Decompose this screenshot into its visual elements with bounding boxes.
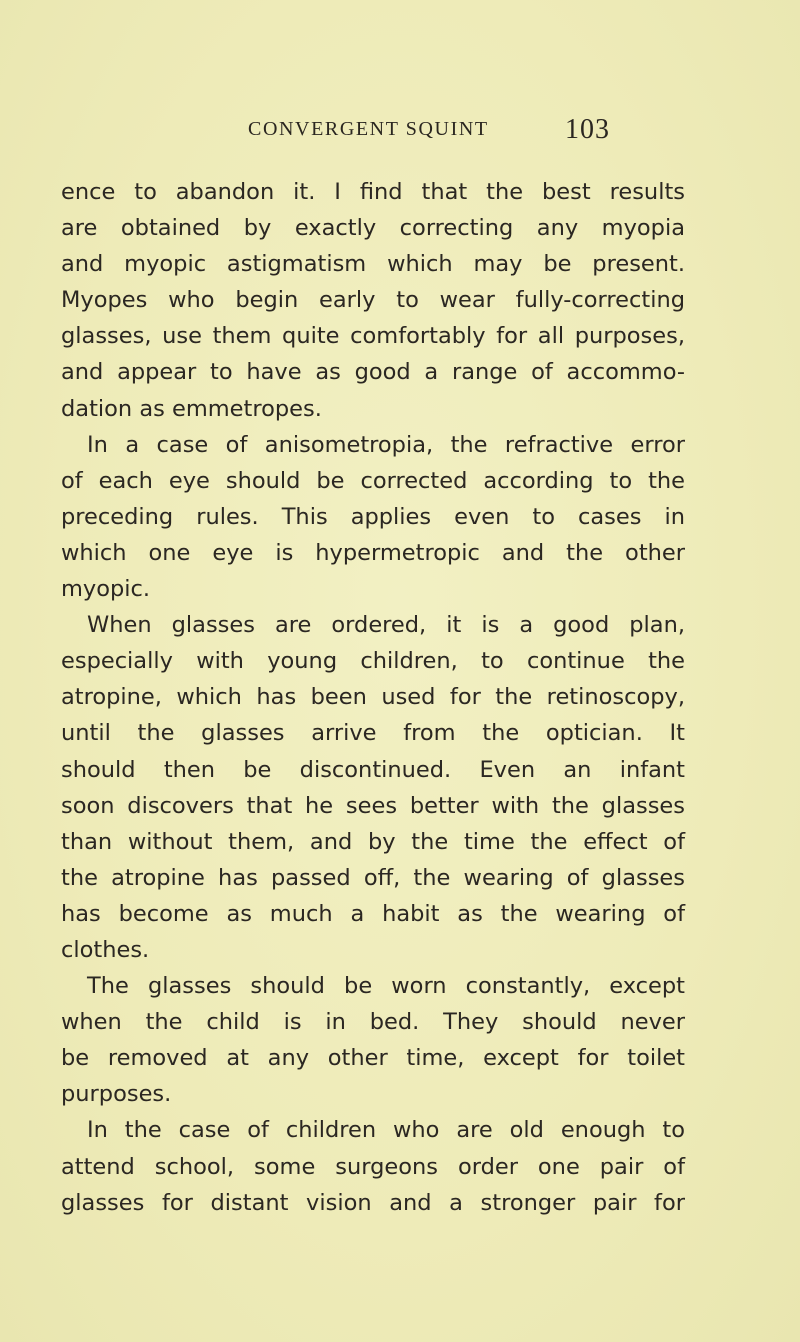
text-line: purposes.	[61, 1081, 172, 1108]
text-line: when the child is in bed. They should never	[61, 1009, 685, 1036]
text-line: glasses for distant vision and a stronger pair for	[61, 1189, 685, 1216]
text-line: glasses, use them quite comfortably for all purposes,	[61, 323, 685, 350]
text-line: In a case of anisometropia, the refractive error	[87, 431, 685, 458]
text-line: dation as emmetropes.	[61, 395, 322, 422]
text-line: are obtained by exactly correcting any myopia	[61, 215, 685, 242]
text-line: be removed at any other time, except for toilet	[61, 1045, 685, 1072]
text-line: attend school, some surgeons order one pair of	[61, 1153, 685, 1180]
text-line: ence to abandon it. I find that the best results	[61, 179, 685, 205]
text-line: preceding rules. This applies even to cases in	[61, 503, 685, 530]
page-number: 103	[565, 114, 610, 145]
text-line: has become as much a habit as the wearing of	[61, 900, 685, 927]
text-line: When glasses are ordered, it is a good plan,	[87, 612, 685, 639]
text-line: clothes.	[61, 936, 150, 963]
text-line: Myopes who begin early to wear fully-correcting	[61, 287, 685, 314]
text-line: should then be discontinued. Even an infant	[61, 756, 685, 783]
text-line: soon discovers that he sees better with the glasses	[61, 792, 685, 819]
text-line: of each eye should be corrected according to the	[61, 467, 685, 494]
text-line: and myopic astigmatism which may be present.	[61, 251, 685, 278]
text-line: the atropine has passed off, the wearing of glasses	[61, 864, 685, 891]
body-text	[61, 174, 685, 1221]
text-line: until the glasses arrive from the optician. It	[61, 720, 685, 747]
text-line: myopic.	[61, 576, 151, 603]
text-line: than without them, and by the time the effect of	[61, 828, 685, 855]
text-line: which one eye is hypermetropic and the other	[61, 539, 685, 566]
text-line: In the case of children who are old enough to	[87, 1117, 685, 1144]
running-head	[0, 112, 800, 152]
text-line: and appear to have as good a range of accommo-	[61, 359, 685, 386]
running-title: CONVERGENT SQUINT	[248, 118, 489, 140]
text-line: The glasses should be worn constantly, except	[87, 973, 685, 1000]
text-line: atropine, which has been used for the retinoscopy,	[61, 684, 685, 711]
text-line: especially with young children, to continue the	[61, 648, 685, 675]
